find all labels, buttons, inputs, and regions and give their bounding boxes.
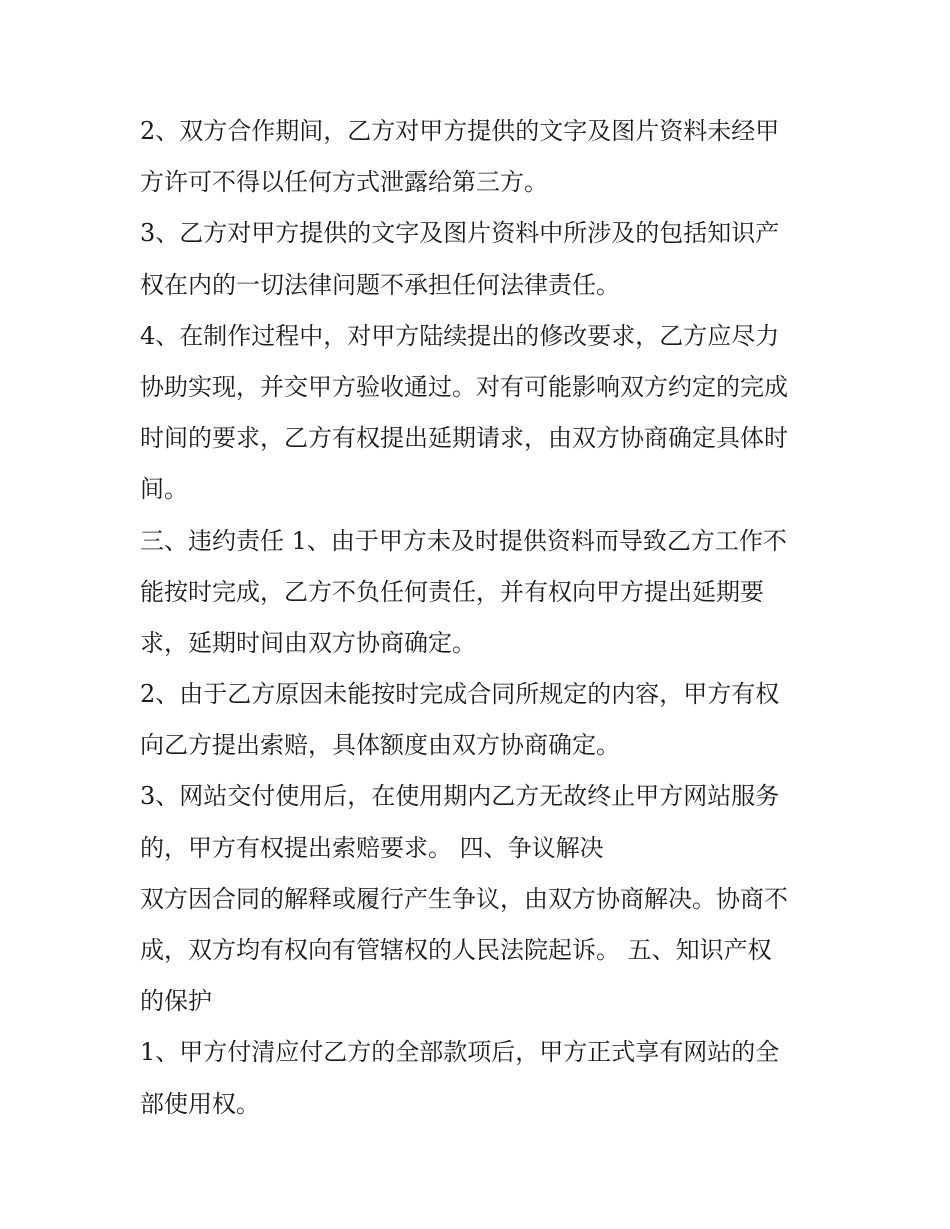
text-line: 1、甲方付清应付乙方的全部款项后，甲方正式享有网站的全 <box>140 1038 780 1067</box>
text-line: 3、网站交付使用后，在使用期内乙方无故终止甲方网站服务 <box>140 782 780 811</box>
text-line: 求，延期时间由双方协商确定。 <box>140 628 476 657</box>
text-line: 权在内的一切法律问题不承担任何法律责任。 <box>140 270 620 299</box>
text-line: 方许可不得以任何方式泄露给第三方。 <box>140 168 548 197</box>
document-body <box>140 106 820 1130</box>
text-line: 间。 <box>140 475 188 504</box>
text-line: 向乙方提出索赔，具体额度由双方协商确定。 <box>140 731 620 760</box>
text-line: 部使用权。 <box>140 1089 260 1118</box>
text-line: 2、双方合作期间，乙方对甲方提供的文字及图片资料未经甲 <box>140 117 780 145</box>
text-line: 的保护 <box>140 987 212 1016</box>
text-line: 时间的要求，乙方有权提出延期请求，由双方协商确定具体时 <box>140 424 788 453</box>
text-line: 双方因合同的解释或履行产生争议，由双方协商解决。协商不 <box>140 884 788 913</box>
text-line: 2、由于乙方原因未能按时完成合同所规定的内容，甲方有权 <box>140 680 780 709</box>
text-line: 的，甲方有权提出索赔要求。 四、争议解决 <box>140 833 604 862</box>
text-line: 4、在制作过程中，对甲方陆续提出的修改要求，乙方应尽力 <box>140 321 780 350</box>
text-line: 3、乙方对甲方提供的文字及图片资料中所涉及的包括知识产 <box>140 219 780 248</box>
text-line: 成，双方均有权向有管辖权的人民法院起诉。 五、知识产权 <box>140 936 772 964</box>
text-line: 能按时完成，乙方不负任何责任，并有权向甲方提出延期要 <box>140 577 764 606</box>
text-line: 协助实现，并交甲方验收通过。对有可能影响双方约定的完成 <box>140 372 788 401</box>
text-line: 三、违约责任 1、由于甲方未及时提供资料而导致乙方工作不 <box>140 526 787 555</box>
